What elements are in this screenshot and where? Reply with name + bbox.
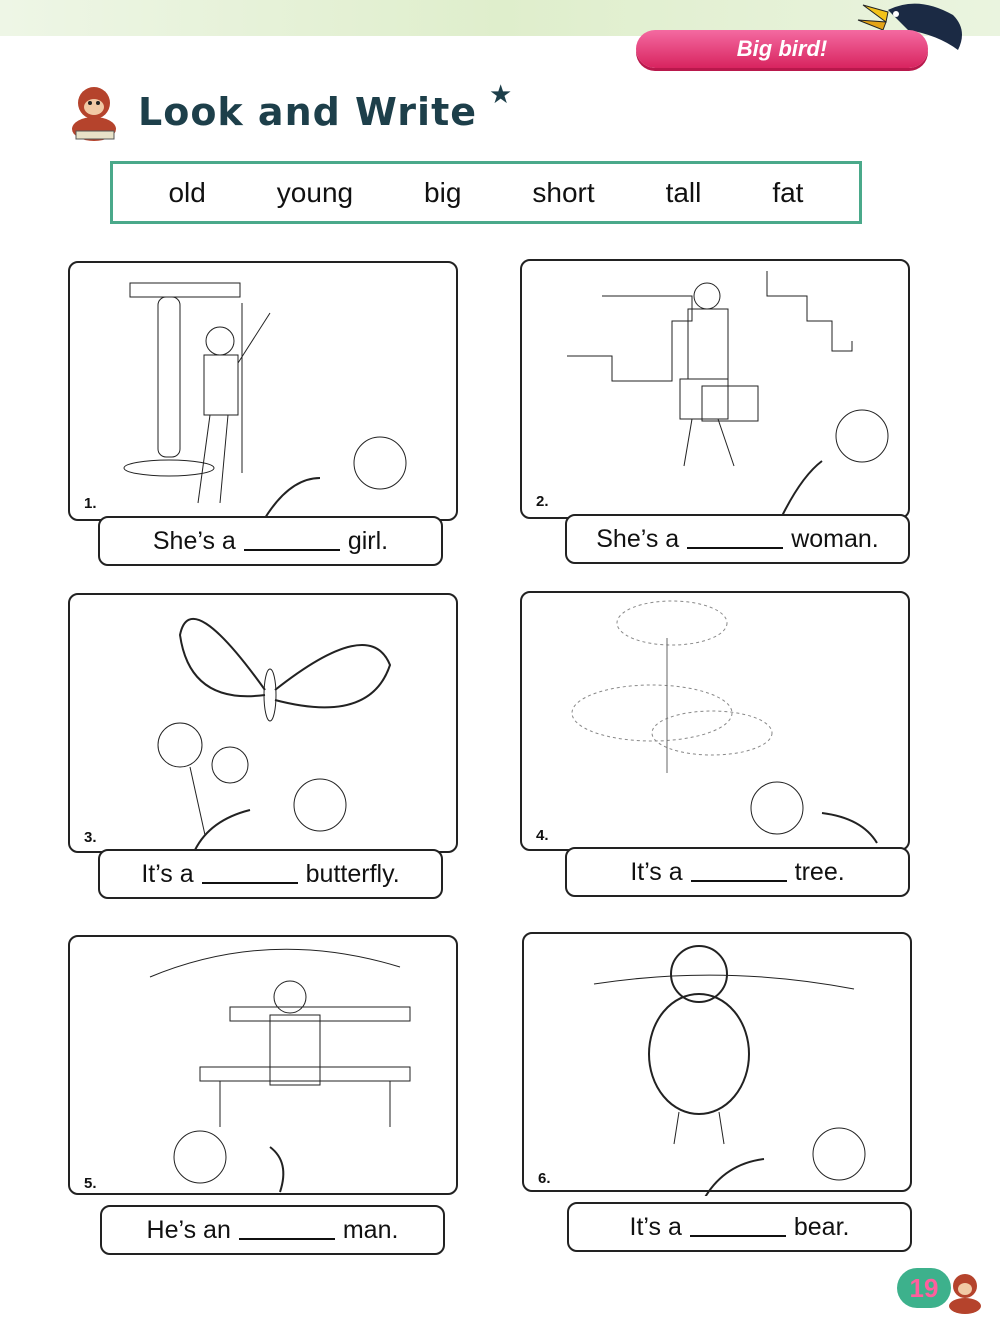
exercise-number: 5. (84, 1175, 97, 1192)
old-man-illustration (70, 937, 460, 1199)
exercise-number: 2. (536, 493, 549, 510)
answer-blank[interactable] (239, 1220, 335, 1240)
word-bank-item: tall (665, 176, 702, 208)
word-bank (110, 161, 862, 224)
woman-illustration (522, 261, 912, 521)
bear-illustration (524, 934, 914, 1196)
word-bank-item: short (532, 176, 595, 208)
exercise-5-sentence (100, 1205, 445, 1255)
exercise-4-sentence (565, 847, 910, 897)
sentence-start: She’s a (596, 524, 680, 553)
sentence-start: It’s a (630, 857, 683, 886)
butterfly-illustration (70, 595, 460, 855)
sentence-start: He’s an (146, 1215, 231, 1244)
exercise-2-picture (520, 259, 910, 519)
answer-blank[interactable] (691, 862, 787, 882)
word-bank-item: fat (772, 176, 804, 208)
exercise-3-sentence (98, 849, 443, 899)
sentence-end: girl. (347, 526, 389, 555)
answer-blank[interactable] (202, 864, 298, 884)
page-header (64, 80, 512, 144)
sentence-end: butterfly. (305, 859, 400, 888)
exercise-6-picture (522, 932, 912, 1192)
answer-blank[interactable] (244, 531, 340, 551)
page-number-label: 19 (909, 1272, 939, 1303)
page-title: Look and Write (138, 90, 478, 134)
lesson-tag (636, 30, 928, 68)
exercise-1-picture (68, 261, 458, 521)
monkey-writing-icon (64, 81, 126, 143)
sentence-start: It’s a (141, 859, 194, 888)
answer-blank[interactable] (687, 529, 783, 549)
sentence-end: woman. (791, 524, 879, 553)
exercise-2-sentence (565, 514, 910, 564)
exercise-number: 6. (538, 1170, 551, 1187)
exercise-number: 3. (84, 829, 97, 846)
exercise-4-picture (520, 591, 910, 851)
sentence-end: tree. (794, 857, 845, 886)
lesson-tag-label: Big bird! (736, 36, 828, 61)
monkey-icon (942, 1270, 988, 1314)
exercise-1-sentence (98, 516, 443, 566)
sentence-start: It’s a (629, 1212, 682, 1241)
word-bank-item: big (424, 176, 462, 208)
star-icon: ★ (489, 78, 513, 109)
sentence-start: She’s a (152, 526, 236, 555)
sentence-end: man. (342, 1215, 399, 1244)
sentence-end: bear. (793, 1212, 850, 1241)
exercise-5-picture (68, 935, 458, 1195)
word-bank-item: young (276, 176, 354, 208)
exercise-number: 4. (536, 827, 549, 844)
exercise-6-sentence (567, 1202, 912, 1252)
girl-illustration (70, 263, 460, 523)
exercise-3-picture (68, 593, 458, 853)
word-bank-item: old (168, 176, 206, 208)
tree-illustration (522, 593, 912, 853)
answer-blank[interactable] (690, 1217, 786, 1237)
exercise-number: 1. (84, 495, 97, 512)
